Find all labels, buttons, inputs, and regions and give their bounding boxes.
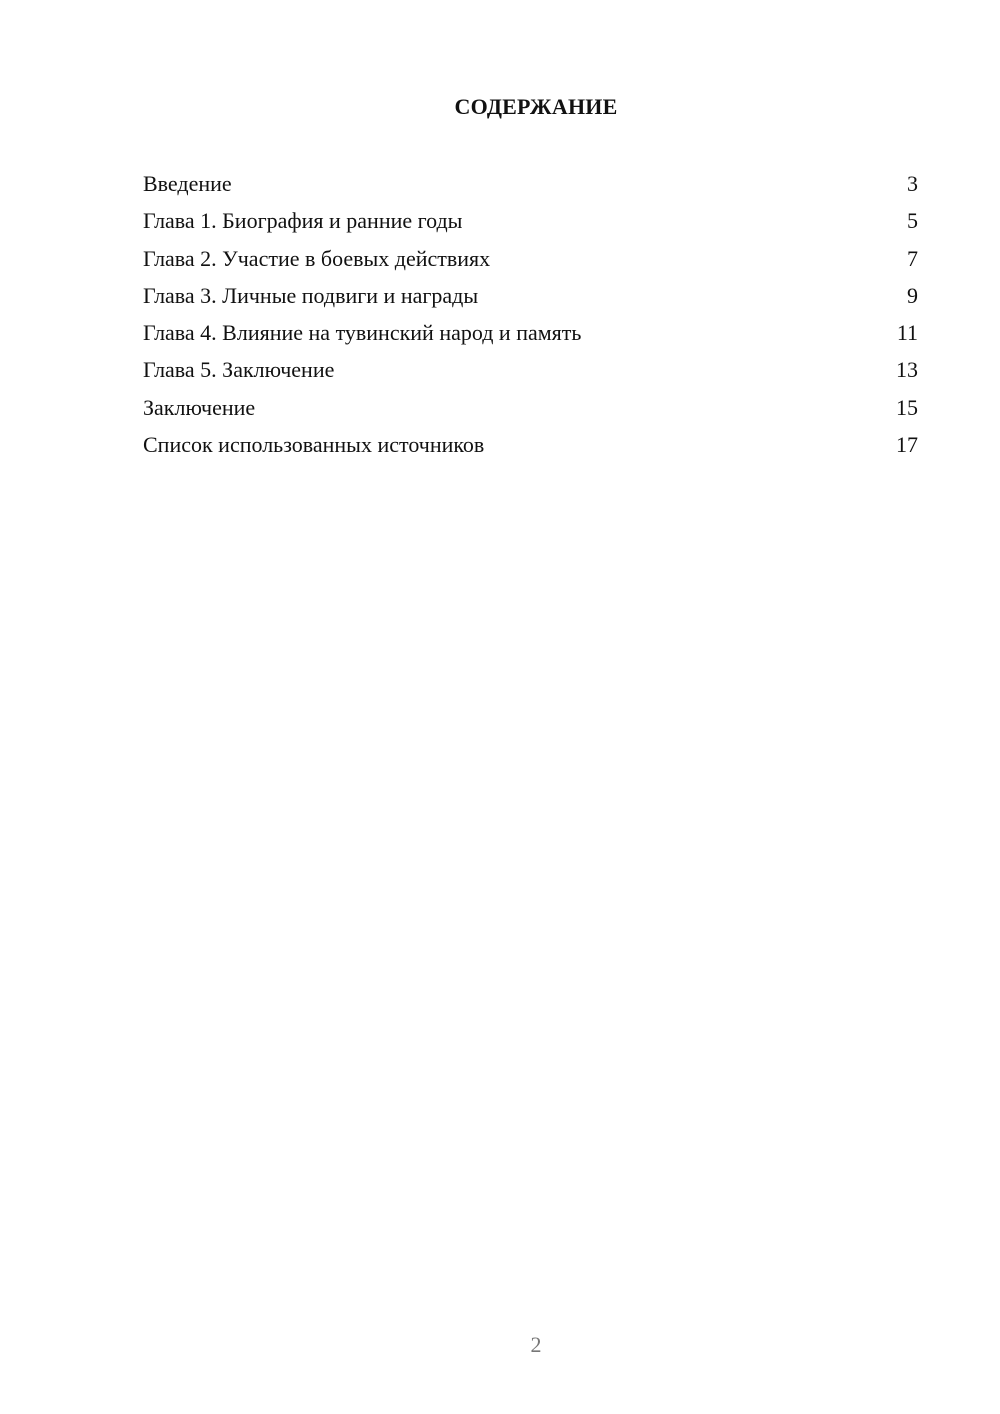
toc-entry-page: 7 [907, 245, 918, 271]
toc-entry-label: Введение [143, 171, 232, 196]
toc-entry-label: Глава 5. Заключение [143, 357, 335, 383]
toc-entry-page: 17 [896, 432, 918, 458]
toc-entry-page: 11 [896, 320, 918, 346]
toc-entry-chapter-2[interactable] [143, 243, 918, 280]
toc-entry-page: 9 [907, 282, 918, 308]
toc-entry-page: 5 [907, 208, 918, 234]
toc-entry-page: 3 [907, 171, 918, 196]
toc-entry-page: 13 [896, 357, 918, 383]
toc-entry-chapter-5[interactable] [143, 354, 918, 391]
toc-entry-label: Глава 2. Участие в боевых действиях [143, 245, 491, 271]
toc-entry-chapter-1[interactable] [143, 205, 918, 242]
toc-entry-chapter-3[interactable] [143, 280, 918, 317]
toc-entry-label: Глава 3. Личные подвиги и награды [143, 282, 479, 308]
page-number: 2 [530, 1332, 542, 1357]
toc-entry-label: Глава 4. Влияние на тувинский народ и память [143, 320, 582, 346]
toc-entry-page: 15 [896, 394, 918, 420]
toc-entry-conclusion[interactable] [143, 392, 918, 429]
table-of-contents [143, 168, 918, 466]
toc-entry-introduction[interactable] [143, 168, 918, 205]
toc-entry-label: Список использованных источников [143, 432, 485, 458]
toc-entry-chapter-4[interactable] [143, 317, 918, 354]
toc-entry-label: Глава 1. Биография и ранние годы [143, 208, 463, 234]
page-title: СОДЕРЖАНИЕ [454, 94, 618, 119]
toc-entry-references[interactable] [143, 429, 918, 466]
toc-entry-label: Заключение [143, 394, 256, 420]
